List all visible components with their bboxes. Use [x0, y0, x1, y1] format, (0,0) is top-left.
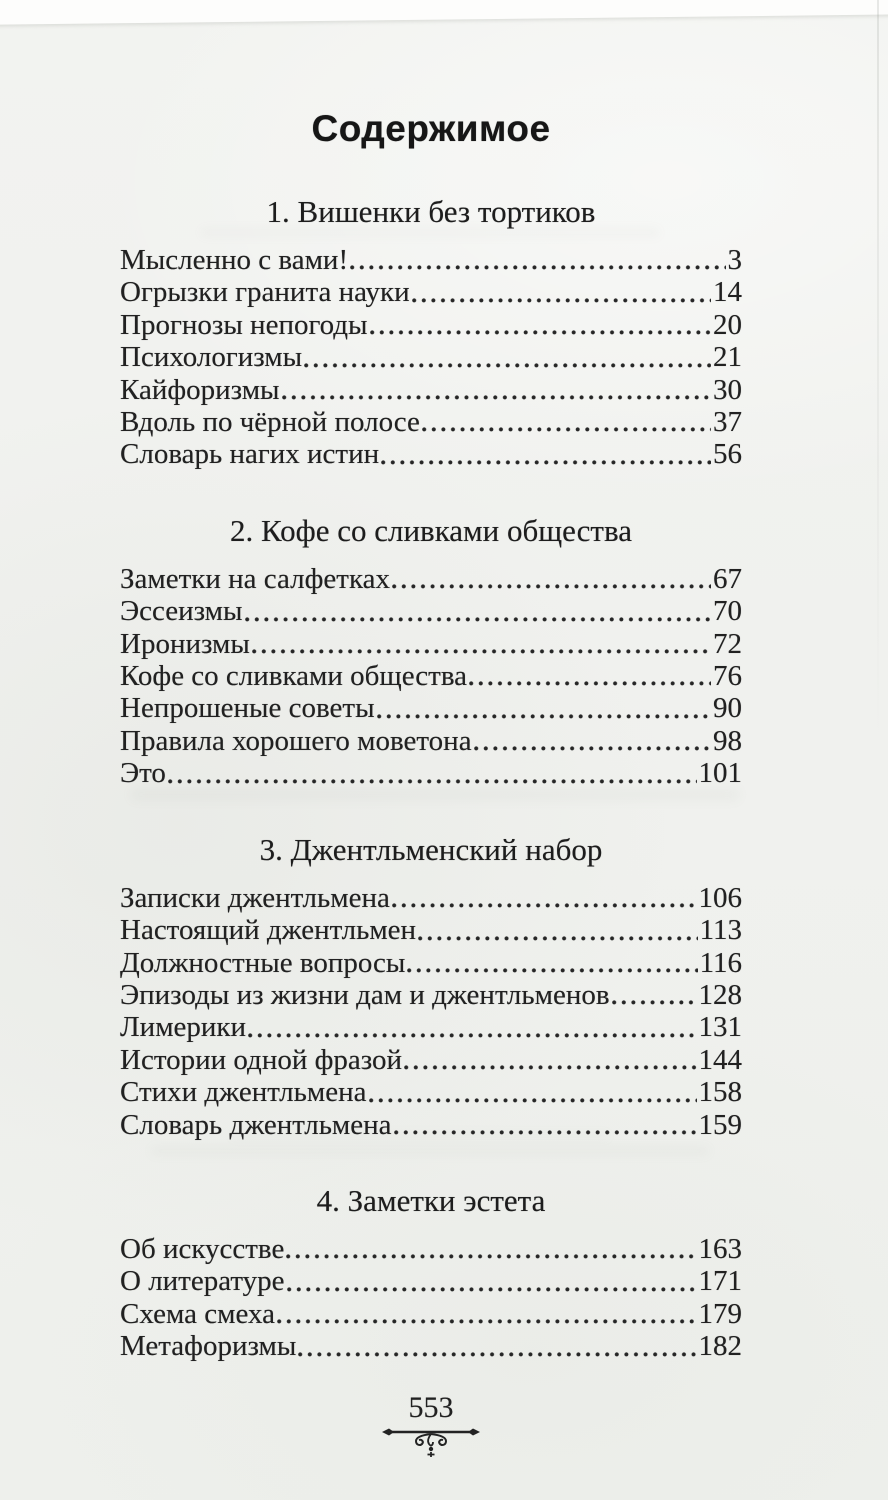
- toc-content: [120, 0, 742, 1466]
- toc-entry: [120, 276, 742, 308]
- toc-entry: [120, 979, 742, 1011]
- toc-entry: [120, 309, 742, 341]
- dot-leader: [298, 1352, 696, 1357]
- toc-entry: [120, 374, 742, 406]
- entry-page-number: 128: [698, 978, 742, 1011]
- entry-page-number: 76: [713, 660, 742, 693]
- entry-label: Записки джентльмена: [120, 881, 390, 914]
- entry-page-number: 179: [698, 1297, 742, 1330]
- toc-entry: [120, 1044, 742, 1076]
- dot-leader: [287, 1287, 697, 1292]
- entry-label: Мысленно с вами!: [120, 244, 349, 276]
- entry-page-number: 182: [698, 1330, 742, 1363]
- toc-entry: [120, 595, 742, 627]
- dot-leader: [422, 427, 711, 432]
- entry-page-number: 14: [713, 276, 742, 309]
- scan-edge-right: [877, 0, 879, 740]
- entry-label: Словарь нагих истин: [120, 438, 380, 471]
- entry-page-number: 72: [713, 627, 742, 660]
- dot-leader: [370, 330, 711, 335]
- toc-entry: [120, 1265, 742, 1297]
- toc-entry: [120, 341, 742, 373]
- dot-leader: [286, 1254, 696, 1259]
- entry-label: Кофе со сливками общества: [120, 660, 468, 693]
- entry-page-number: 159: [698, 1108, 742, 1141]
- entry-label: Лимерики: [120, 1011, 247, 1044]
- toc-section: [120, 1181, 742, 1363]
- entry-label: Схема смеха: [120, 1297, 275, 1330]
- dot-leader: [474, 746, 711, 751]
- entry-page-number: 67: [713, 562, 742, 595]
- toc-entry: [120, 692, 742, 724]
- entry-page-number: 158: [698, 1076, 742, 1109]
- dot-leader: [282, 395, 711, 400]
- entry-label: Истории одной фразой: [120, 1043, 403, 1076]
- entry-label: Иронизмы: [120, 627, 250, 660]
- dot-leader: [245, 617, 711, 622]
- divider-flourish-icon: [381, 1425, 481, 1461]
- entry-page-number: 144: [698, 1043, 742, 1076]
- entry-label: Словарь джентльмена: [120, 1108, 392, 1141]
- entry-page-number: 56: [713, 438, 742, 471]
- entry-label: Это: [120, 757, 166, 790]
- toc-entry: [120, 1076, 742, 1108]
- dot-leader: [304, 363, 711, 368]
- entry-page-number: 3: [727, 244, 742, 276]
- toc-entry: [120, 438, 742, 470]
- toc-section: [120, 511, 742, 790]
- toc-entry: [120, 1298, 742, 1330]
- toc-entry: [120, 1233, 742, 1265]
- section-entries: [120, 882, 742, 1141]
- entry-label: Вдоль по чёрной полосе: [120, 406, 420, 439]
- entry-page-number: 163: [698, 1232, 742, 1265]
- entry-page-number: 116: [699, 946, 742, 979]
- section-heading: 3. Джентльменский набор: [259, 831, 603, 867]
- entry-label: Огрызки гранита науки: [120, 276, 410, 309]
- entry-page-number: 20: [713, 308, 742, 341]
- page-title: Содержимое: [311, 108, 551, 149]
- folio-page-number: 553: [408, 1390, 454, 1424]
- dot-leader: [412, 298, 711, 303]
- entry-page-number: 113: [699, 914, 742, 947]
- footer-ornament: [120, 1425, 742, 1466]
- toc-entry: [120, 563, 742, 595]
- toc-entry: [120, 757, 742, 789]
- entry-label: Об искусстве: [120, 1232, 285, 1265]
- toc-entry: [120, 660, 742, 692]
- toc-sections: [120, 192, 742, 1363]
- toc-entry: [120, 882, 742, 914]
- entry-label: Эпизоды из жизни дам и джентльменов: [120, 978, 610, 1011]
- dot-leader: [407, 968, 697, 973]
- entry-label: Настоящий джентльмен: [120, 914, 417, 947]
- toc-entry: [120, 244, 742, 276]
- entry-label: Метафоризмы: [120, 1330, 297, 1363]
- entry-page-number: 101: [698, 757, 742, 790]
- dot-leader: [252, 649, 711, 654]
- entry-page-number: 106: [698, 881, 742, 914]
- dot-leader: [369, 1098, 697, 1103]
- dot-leader: [612, 1000, 697, 1005]
- entry-label: Психологизмы: [120, 341, 303, 374]
- dot-leader: [404, 1065, 696, 1070]
- dot-leader: [381, 460, 711, 465]
- entry-label: Правила хорошего моветона: [120, 724, 472, 757]
- toc-entry: [120, 1011, 742, 1043]
- entry-page-number: 37: [713, 406, 742, 439]
- entry-label: Непрошеные советы: [120, 692, 375, 725]
- section-heading: 1. Вишенки без тортиков: [266, 194, 596, 229]
- entry-label: Прогнозы непогоды: [120, 308, 368, 341]
- entry-label: О литературе: [120, 1265, 285, 1298]
- entry-label: Стихи джентльмена: [120, 1076, 367, 1109]
- toc-entry: [120, 914, 742, 946]
- section-entries: [120, 563, 742, 790]
- dot-leader: [248, 1033, 696, 1038]
- dot-leader: [377, 714, 711, 719]
- section-heading: 2. Кофе со сливками общества: [230, 512, 632, 548]
- toc-section: [120, 192, 742, 471]
- dot-leader: [392, 903, 697, 908]
- section-entries: [120, 1233, 742, 1363]
- section-heading: 4. Заметки эстета: [316, 1182, 546, 1218]
- entry-page-number: 30: [713, 373, 742, 406]
- toc-entry: [120, 406, 742, 438]
- toc-entry: [120, 947, 742, 979]
- toc-entry: [120, 628, 742, 660]
- entry-label: Эссеизмы: [120, 595, 243, 628]
- entry-page-number: 171: [698, 1265, 742, 1298]
- dot-leader: [418, 936, 697, 941]
- toc-section: [120, 830, 742, 1141]
- dot-leader: [168, 779, 697, 784]
- entry-label: Кайфоризмы: [120, 373, 280, 406]
- entry-page-number: 70: [713, 595, 742, 628]
- toc-entry: [120, 1330, 742, 1362]
- section-entries: [120, 244, 742, 471]
- dot-leader: [394, 1130, 697, 1135]
- dot-leader: [350, 265, 725, 270]
- entry-page-number: 21: [713, 341, 742, 374]
- dot-leader: [277, 1319, 697, 1324]
- dot-leader: [469, 681, 711, 686]
- entry-page-number: 131: [698, 1011, 742, 1044]
- dot-leader: [392, 584, 711, 589]
- entry-label: Заметки на салфетках: [120, 562, 390, 595]
- entry-label: Должностные вопросы: [120, 946, 406, 979]
- entry-page-number: 90: [713, 692, 742, 725]
- toc-entry: [120, 1109, 742, 1141]
- toc-entry: [120, 725, 742, 757]
- entry-page-number: 98: [713, 724, 742, 757]
